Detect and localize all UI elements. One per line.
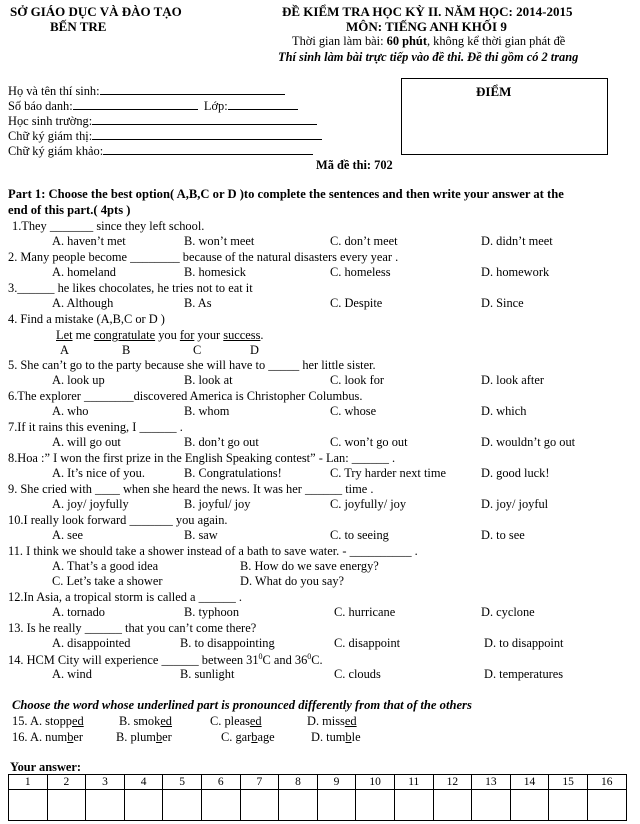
answer-grid-number: 7 <box>240 775 279 790</box>
answer-cell[interactable] <box>279 790 318 821</box>
q9-option-c[interactable]: C. joyfully/ joy <box>330 497 407 511</box>
q9-option-a[interactable]: A. joy/ joyfully <box>52 497 129 511</box>
q10-option-b[interactable]: B. saw <box>184 528 218 542</box>
exam-instruction: Thí sinh làm bài trực tiếp vào đề thi. Đề thi gồm có 2 trang <box>278 50 579 64</box>
examiner-signature-field[interactable] <box>103 143 313 155</box>
q3-option-b[interactable]: B. As <box>184 296 212 310</box>
pronunciation-heading: Choose the word whose underlined part is pronounced differently from that of the others <box>12 698 472 712</box>
q11-option-a[interactable]: A. That’s a good idea <box>52 559 159 573</box>
question-16: 16. <box>12 730 28 744</box>
answer-cell[interactable] <box>549 790 588 821</box>
q14-option-a[interactable]: A. wind <box>52 667 92 681</box>
school-field[interactable] <box>92 113 317 125</box>
q13-option-a[interactable]: A. disappointed <box>52 636 131 650</box>
question-3: 3.______ he likes chocolates, he tries not to eat it <box>8 281 253 295</box>
proctor-row: Chữ ký giám thị: <box>8 128 322 144</box>
q12-option-b[interactable]: B. typhoon <box>184 605 240 619</box>
q13-option-c[interactable]: C. disappoint <box>334 636 401 650</box>
q1-option-a[interactable]: A. haven’t met <box>52 234 126 248</box>
part1-heading-cont: end of this part.( 4pts ) <box>8 203 131 217</box>
answer-grid-number: 1 <box>9 775 48 790</box>
exam-code: Mã đề thi: 702 <box>316 158 393 172</box>
q7-option-d[interactable]: D. wouldn’t go out <box>481 435 576 449</box>
answer-cell[interactable] <box>86 790 125 821</box>
question-11: 11. I think we should take a shower instead of a bath to save water. - __________ . <box>8 544 418 558</box>
q15-option-a[interactable]: A. stopped <box>30 714 84 728</box>
question-7: 7.If it rains this evening, I ______ . <box>8 420 183 434</box>
q3-option-c[interactable]: C. Despite <box>330 296 383 310</box>
q2-option-d[interactable]: D. homework <box>481 265 550 279</box>
q6-option-c[interactable]: C. whose <box>330 404 377 418</box>
student-id-field[interactable] <box>73 98 198 110</box>
q8-option-c[interactable]: C. Try harder next time <box>330 466 446 480</box>
question-13: 13. Is he really ______ that you can’t come there? <box>8 621 257 635</box>
q11-option-b[interactable]: B. How do we save energy? <box>240 559 379 573</box>
answer-grid-number: 15 <box>549 775 588 790</box>
q9-option-b[interactable]: B. joyful/ joy <box>184 497 251 511</box>
q15-option-d[interactable]: D. missed <box>307 714 357 728</box>
q14-option-b[interactable]: B. sunlight <box>180 667 235 681</box>
answer-grid-number: 9 <box>317 775 356 790</box>
score-box <box>401 78 608 155</box>
q11-option-c[interactable]: C. Let’s take a shower <box>52 574 163 588</box>
q3-option-a[interactable]: A. Although <box>52 296 114 310</box>
answer-cell[interactable] <box>47 790 86 821</box>
q4-sentence: Let me congratulate you for your success. <box>56 328 264 342</box>
q3-option-d[interactable]: D. Since <box>481 296 524 310</box>
department-name: SỞ GIÁO DỤC VÀ ĐÀO TẠO <box>10 4 182 19</box>
question-10: 10.I really look forward _______ you again. <box>8 513 228 527</box>
q2-option-a[interactable]: A. homeland <box>52 265 117 279</box>
answer-grid-number: 3 <box>86 775 125 790</box>
student-name-field[interactable] <box>100 83 285 95</box>
answer-grid-number: 13 <box>472 775 511 790</box>
question-1: 1.They _______ since they left school. <box>12 219 205 233</box>
q5-option-b[interactable]: B. look at <box>184 373 233 387</box>
answer-grid-number: 12 <box>433 775 472 790</box>
answer-cell[interactable] <box>317 790 356 821</box>
answer-cell[interactable] <box>356 790 395 821</box>
answer-grid-number: 8 <box>279 775 318 790</box>
student-id-row: Số báo danh: Lớp: <box>8 98 298 114</box>
question-14: 14. HCM City will experience ______ between $31^0C$ and $36^0C$. <box>8 652 323 668</box>
answer-grid-number: 4 <box>124 775 163 790</box>
q10-option-c[interactable]: C. to seeing <box>330 528 389 542</box>
answer-grid-number: 16 <box>587 775 626 790</box>
q5-option-c[interactable]: C. look for <box>330 373 385 387</box>
answer-cell[interactable] <box>201 790 240 821</box>
part1-heading: Part 1: Choose the best option( A,B,C or D )to complete the sentences and then write your answer at the <box>8 187 564 201</box>
q4-option-c[interactable]: C <box>193 343 202 357</box>
answer-grid-number: 5 <box>163 775 202 790</box>
q15-option-b[interactable]: B. smoked <box>119 714 173 728</box>
your-answer-label: Your answer: <box>10 760 82 774</box>
q10-option-d[interactable]: D. to see <box>481 528 525 542</box>
province-name: BẾN TRE <box>50 19 107 34</box>
q7-option-a[interactable]: A. will go out <box>52 435 121 449</box>
q1-option-b[interactable]: B. won’t meet <box>184 234 255 248</box>
q16-option-b[interactable]: B. plumber <box>116 730 172 744</box>
q13-option-b[interactable]: B. to disappointing <box>180 636 275 650</box>
q6-option-a[interactable]: A. who <box>52 404 89 418</box>
q1-option-d[interactable]: D. didn’t meet <box>481 234 553 248</box>
student-name-row: Họ và tên thí sinh: <box>8 83 285 99</box>
school-row: Học sinh trường: <box>8 113 317 129</box>
q5-option-d[interactable]: D. look after <box>481 373 544 387</box>
answer-grid-number: 14 <box>510 775 549 790</box>
answer-cell[interactable] <box>240 790 279 821</box>
q16-option-c[interactable]: C. garbage <box>221 730 275 744</box>
q14-option-c[interactable]: C. clouds <box>334 667 381 681</box>
q13-option-d[interactable]: D. to disappoint <box>484 636 564 650</box>
q8-option-d[interactable]: D. good luck! <box>481 466 550 480</box>
q5-option-a[interactable]: A. look up <box>52 373 105 387</box>
q6-option-d[interactable]: D. which <box>481 404 527 418</box>
q8-option-a[interactable]: A. It’s nice of you. <box>52 466 145 480</box>
q12-option-a[interactable]: A. tornado <box>52 605 105 619</box>
question-12: 12.In Asia, a tropical storm is called a ______ . <box>8 590 242 604</box>
answer-grid <box>8 774 627 821</box>
examiner-row: Chữ ký giám khảo: <box>8 143 313 159</box>
class-field[interactable] <box>228 98 298 110</box>
answer-cell[interactable] <box>394 790 433 821</box>
answer-cell[interactable] <box>9 790 48 821</box>
q10-option-a[interactable]: A. see <box>52 528 83 542</box>
q4-option-a[interactable]: A <box>60 343 69 357</box>
answer-cell[interactable] <box>510 790 549 821</box>
q6-option-b[interactable]: B. whom <box>184 404 230 418</box>
q9-option-d[interactable]: D. joy/ joyful <box>481 497 549 511</box>
answer-cell[interactable] <box>124 790 163 821</box>
answer-grid-number: 6 <box>201 775 240 790</box>
answer-grid-number: 10 <box>356 775 395 790</box>
answer-cell[interactable] <box>433 790 472 821</box>
question-4: 4. Find a mistake (A,B,C or D ) <box>8 312 165 326</box>
q16-option-a[interactable]: A. number <box>30 730 84 744</box>
question-9: 9. She cried with ____ when she heard the news. It was her ______ time . <box>8 482 374 496</box>
question-15: 15. <box>12 714 28 728</box>
answer-grid-number: 11 <box>394 775 433 790</box>
q15-option-c[interactable]: C. pleased <box>210 714 262 728</box>
question-6: 6.The explorer ________discovered America is Christopher Columbus. <box>8 389 363 403</box>
q16-option-d[interactable]: D. tumble <box>311 730 361 744</box>
q8-option-b[interactable]: B. Congratulations! <box>184 466 282 480</box>
q7-option-c[interactable]: C. won’t go out <box>330 435 408 449</box>
question-8: 8.Hoa :” I won the first prize in the English Speaking contest” - Lan: ______ . <box>8 451 396 465</box>
answer-cell[interactable] <box>472 790 511 821</box>
q14-option-d[interactable]: D. temperatures <box>484 667 564 681</box>
q7-option-b[interactable]: B. don’t go out <box>184 435 259 449</box>
q1-option-c[interactable]: C. don’t meet <box>330 234 398 248</box>
q4-option-b[interactable]: B <box>122 343 131 357</box>
proctor-signature-field[interactable] <box>92 128 322 140</box>
q12-option-d[interactable]: D. cyclone <box>481 605 535 619</box>
q2-option-c[interactable]: C. homeless <box>330 265 391 279</box>
question-2: 2. Many people become ________ because of the natural disasters every year . <box>8 250 399 264</box>
q11-option-d[interactable]: D. What do you say? <box>240 574 345 588</box>
answer-cell[interactable] <box>587 790 626 821</box>
q12-option-c[interactable]: C. hurricane <box>334 605 396 619</box>
question-5: 5. She can’t go to the party because she will have to _____ her little sister. <box>8 358 376 372</box>
answer-cell[interactable] <box>163 790 202 821</box>
time-note: Thời gian làm bài: 60 phút, không kể thời gian phát đề <box>292 34 566 48</box>
answer-grid-number: 2 <box>47 775 86 790</box>
exam-subject: MÔN: TIẾNG ANH KHỐI 9 <box>346 19 507 34</box>
score-label: ĐIỂM <box>476 84 512 99</box>
exam-title: ĐỀ KIỂM TRA HỌC KỲ II. NĂM HỌC: 2014-2015 <box>282 4 573 19</box>
q2-option-b[interactable]: B. homesick <box>184 265 246 279</box>
q4-option-d[interactable]: D <box>250 343 259 357</box>
